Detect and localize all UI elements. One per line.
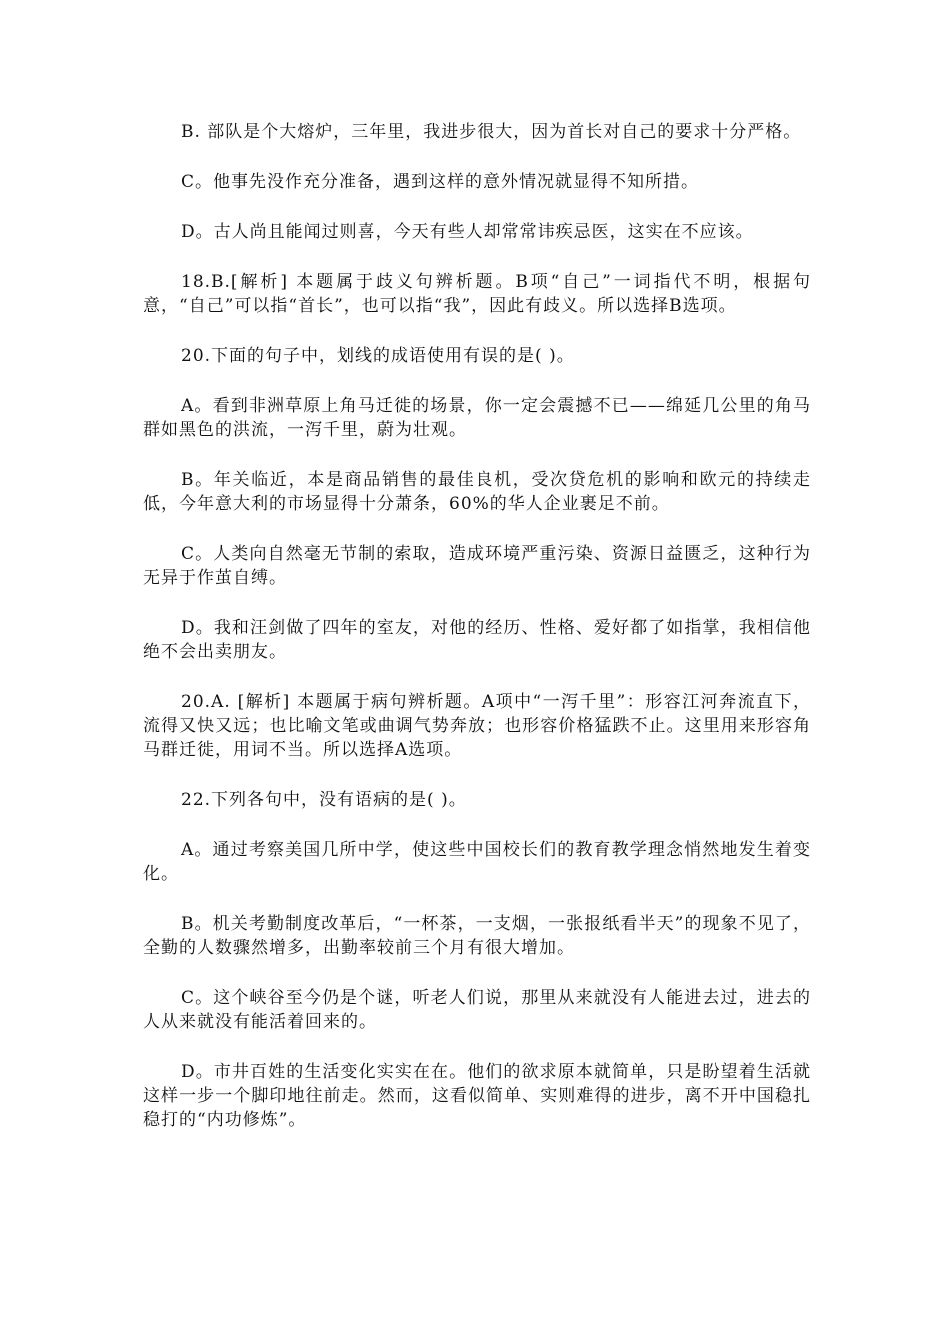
option-c-q17: C。他事先没作充分准备，遇到这样的意外情况就显得不知所措。	[181, 172, 700, 192]
option-d-q17: D。古人尚且能闻过则喜，今天有些人却常常讳疾忌医，这实在不应该。	[181, 222, 754, 242]
answer-analysis-20: 20.A. [解析] 本题属于病句辨析题。A项中“一泻千里”：形容江河奔流直下，流得又快又远；也比喻文笔或曲调气势奔放；也形容价格猛跌不止。这里用来形容角马群迁徙，用词不当。所以选择A选项。	[143, 692, 811, 760]
option-c-q20: C。人类向自然毫无节制的索取，造成环境严重污染、资源日益匮乏，这种行为无异于作茧自缚。	[143, 544, 811, 588]
option-a-q20: A。看到非洲草原上角马迁徙的场景，你一定会震撼不已——绵延几公里的角马群如黑色的洪流，一泻千里，蔚为壮观。	[143, 396, 811, 440]
question-20: 20.下面的句子中，划线的成语使用有误的是( )。	[181, 346, 575, 366]
option-b-q22: B。机关考勤制度改革后，“一杯茶，一支烟，一张报纸看半天”的现象不见了，全勤的人数骤然增多，出勤率较前三个月有很大增加。	[143, 914, 811, 958]
question-22: 22.下列各句中，没有语病的是( )。	[181, 790, 467, 810]
answer-analysis-18: 18.B.[解析] 本题属于歧义句辨析题。B项“自己”一词指代不明，根据句意，“自己”可以指“首长”，也可以指“我”，因此有歧义。所以选择B选项。	[143, 272, 811, 316]
option-c-q22: C。这个峡谷至今仍是个谜，听老人们说，那里从来就没有人能进去过，进去的人从来就没有能活着回来的。	[143, 988, 811, 1032]
document-body	[143, 120, 811, 1158]
option-b-q20: B。年关临近，本是商品销售的最佳良机，受次贷危机的影响和欧元的持续走低，今年意大利的市场显得十分萧条，60%的华人企业裹足不前。	[143, 470, 811, 514]
option-b-q17: B. 部队是个大熔炉，三年里，我进步很大，因为首长对自己的要求十分严格。	[181, 122, 802, 142]
option-d-q20: D。我和汪剑做了四年的室友，对他的经历、性格、爱好都了如指掌，我相信他绝不会出卖朋友。	[143, 618, 811, 662]
option-d-q22: D。市井百姓的生活变化实实在在。他们的欲求原本就简单，只是盼望着生活就这样一步一个脚印地往前走。然而，这看似简单、实则难得的进步，离不开中国稳扎稳打的“内功修炼”。	[143, 1062, 811, 1130]
option-a-q22: A。通过考察美国几所中学，使这些中国校长们的教育教学理念悄然地发生着变化。	[143, 840, 811, 884]
